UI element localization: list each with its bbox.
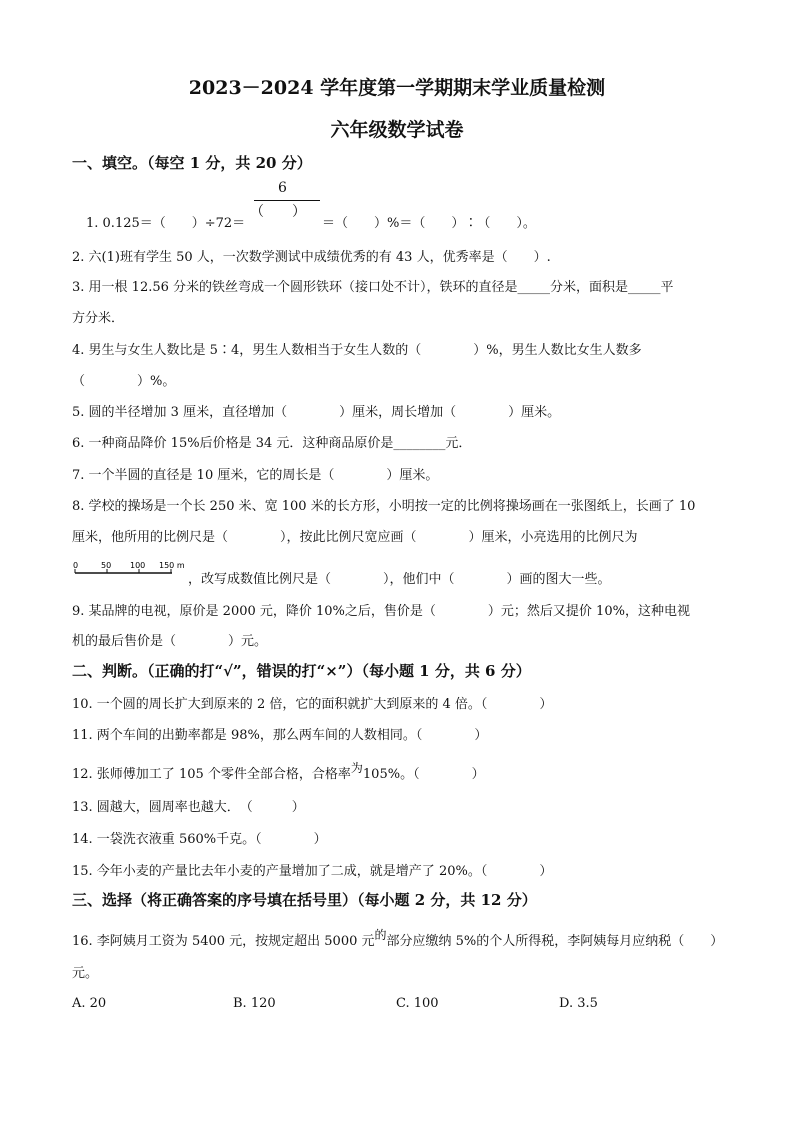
question-10: 10. 一个圆的周长扩大到原来的 2 倍，它的面积就扩大到原来的 4 倍。（ ） (72, 697, 553, 712)
section-heading-judgement: 二、判断。（正确的打“√”，错误的打“×”）（每小题 1 分，共 6 分） (72, 662, 531, 680)
question-15: 15. 今年小麦的产量比去年小麦的产量增加了二成，就是增产了 20%。（ ） (72, 864, 553, 879)
section-heading-multiple-choice: 三、选择（将正确答案的序号填在括号里）（每小题 2 分，共 12 分） (72, 891, 537, 909)
question-2: 2. 六(1)班有学生 50 人，一次数学测试中成绩优秀的有 43 人，优秀率是（ ）. (72, 250, 551, 265)
exam-title: 2023－2024 学年度第一学期期末学业质量检测 (188, 77, 606, 99)
question-1-fraction (250, 180, 320, 224)
scale-label-50: 50 (101, 561, 112, 570)
scale-label-0: 0 (73, 561, 79, 570)
question-1-prefix: 1. 0.125＝（ ）÷72＝ (86, 216, 246, 231)
question-7: 7. 一个半圆的直径是 10 厘米，它的周长是（ ）厘米。 (72, 468, 439, 483)
exam-subtitle: 六年级数学试卷 (330, 119, 464, 141)
question-12-text: 12. 张师傅加工了 105 个零件全部合格，合格率 (72, 767, 351, 782)
question-16-tail: 部分应缴纳 5%的个人所得税，李阿姨每月应纳税（ ） (386, 934, 724, 949)
question-12-superscript: 为 (350, 761, 363, 775)
option-d: D. 3.5 (559, 996, 598, 1011)
question-9-line-2: 机的最后售价是（ ）元。 (72, 634, 268, 649)
question-16-text: 16. 李阿姨月工资为 5400 元，按规定超出 5000 元 (72, 934, 375, 949)
line-scale-figure (72, 560, 187, 580)
question-11: 11. 两个车间的出勤率都是 98%，那么两车间的人数相同。（ ） (72, 728, 488, 743)
question-12-tail: 105%。（ ） (362, 767, 485, 782)
question-16-superscript: 的 (374, 928, 387, 942)
question-16-line-2: 元。 (72, 966, 99, 981)
question-1-suffix: ＝（ ）%＝（ ）∶（ ）。 (322, 216, 536, 231)
question-3-line-1: 3. 用一根 12.56 分米的铁丝弯成一个圆形铁环（接口处不计），铁环的直径是_____分米，面积是_____平 (72, 280, 674, 295)
question-8-line-1: 8. 学校的操场是一个长 250 米、宽 100 米的长方形，小明按一定的比例将操场画在一张图纸上，长画了 10 (72, 499, 696, 514)
question-16-line-1 (72, 930, 723, 949)
option-a: A. 20 (72, 996, 107, 1011)
question-13: 13. 圆越大，圆周率也越大． （ ） (72, 800, 305, 815)
option-b: B. 120 (233, 996, 276, 1011)
question-8-line-3: ，改写成数值比例尺是（ ），他们中（ ）画的图大一些。 (188, 572, 611, 587)
question-12 (72, 763, 485, 782)
question-8-line-2: 厘米，他所用的比例尺是（ ），按此比例尺宽应画（ ）厘米，小亮选用的比例尺为 (72, 530, 638, 545)
option-c: C. 100 (396, 996, 439, 1011)
question-3-line-2: 方分米． (72, 311, 125, 326)
fraction-denominator: （ ） (250, 204, 306, 220)
section-heading-fill-in: 一、填空。（每空 1 分，共 20 分） (72, 154, 312, 172)
question-14: 14. 一袋洗衣液重 560%千克。（ ） (72, 832, 327, 847)
question-4-line-2: （ ）%。 (72, 374, 176, 389)
scale-label-100: 100 (130, 561, 146, 570)
scale-label-150m: 150 m (159, 561, 185, 570)
question-9-line-1: 9. 某品牌的电视，原价是 2000 元，降价 10%之后，售价是（ ）元；然后又提价 10%，这种电视 (72, 604, 690, 619)
question-4-line-1: 4. 男生与女生人数比是 5∶4，男生人数相当于女生人数的（ ）%，男生人数比女生人数多 (72, 343, 642, 358)
question-5: 5. 圆的半径增加 3 厘米，直径增加（ ）厘米，周长增加（ ）厘米。 (72, 405, 561, 420)
fraction-numerator: 6 (278, 180, 287, 196)
question-6: 6. 一种商品降价 15%后价格是 34 元．这种商品原价是________元． (72, 436, 472, 451)
